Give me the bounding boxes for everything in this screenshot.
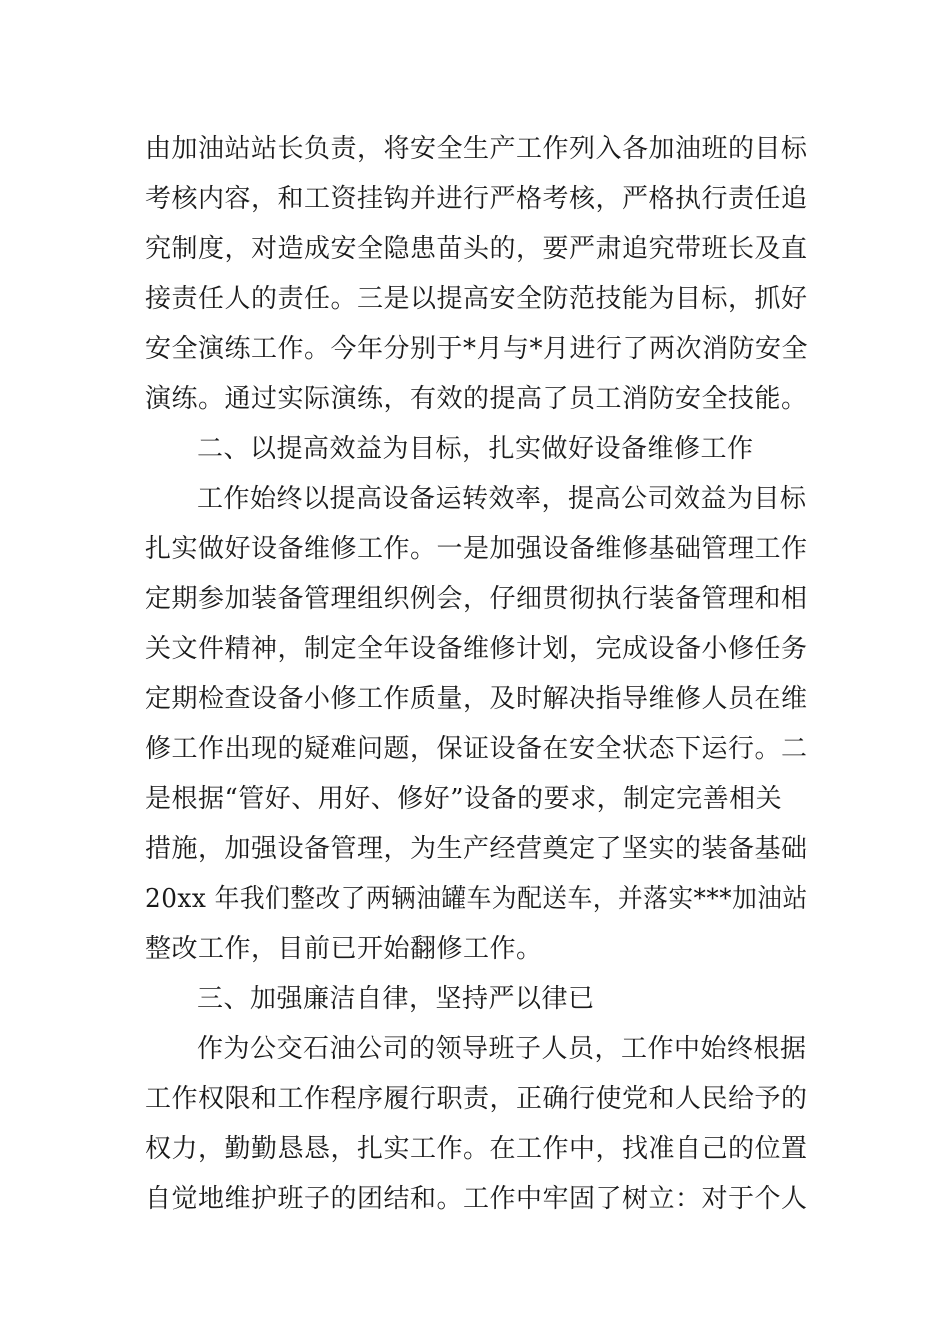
text-line: 修工作出现的疑难问题，保证设备在安全状态下运行。二	[145, 734, 808, 764]
text-line: 定期检查设备小修工作质量，及时解决指导维修人员在维	[145, 684, 808, 714]
text-line: 措施，加强设备管理，为生产经营奠定了坚实的装备基础	[145, 834, 808, 864]
text-line: 定期参加装备管理组织例会，仔细贯彻执行装备管理和相	[145, 584, 808, 614]
text-line: 扎实做好设备维修工作。一是加强设备维修基础管理工作	[145, 534, 808, 564]
text-line: 工作始终以提高设备运转效率，提高公司效益为目标	[197, 484, 807, 514]
section-heading: 三、加强廉洁自律，坚持严以律已	[197, 984, 595, 1014]
text-line: 20xx 年我们整改了两辆油罐车为配送车，并落实***加油站	[145, 884, 808, 914]
text-line: 权力，勤勤恳恳，扎实工作。在工作中，找准自己的位置	[145, 1134, 808, 1164]
text-line: 由加油站站长负责，将安全生产工作列入各加油班的目标	[145, 134, 808, 164]
text-line: 演练。通过实际演练，有效的提高了员工消防安全技能。	[145, 384, 808, 414]
text-line: 接责任人的责任。三是以提高安全防范技能为目标，抓好	[145, 284, 808, 314]
text-line: 安全演练工作。今年分别于*月与*月进行了两次消防安全	[145, 334, 809, 364]
section-heading: 二、以提高效益为目标，扎实做好设备维修工作	[197, 434, 754, 464]
text-line: 考核内容，和工资挂钩并进行严格考核，严格执行责任追	[145, 184, 808, 214]
text-line: 自觉地维护班子的团结和。工作中牢固了树立：对于个人	[145, 1184, 808, 1214]
text-line: 究制度，对造成安全隐患苗头的，要严肃追究带班长及直	[145, 234, 808, 264]
text-line: 作为公交石油公司的领导班子人员，工作中始终根据	[197, 1034, 807, 1064]
text-line: 是根据“管好、用好、修好”设备的要求，制定完善相关	[145, 784, 783, 814]
text-line: 关文件精神，制定全年设备维修计划，完成设备小修任务	[145, 634, 808, 664]
text-line: 工作权限和工作程序履行职责，正确行使党和人民给予的	[145, 1084, 808, 1114]
text-line: 整改工作，目前已开始翻修工作。	[145, 934, 543, 964]
